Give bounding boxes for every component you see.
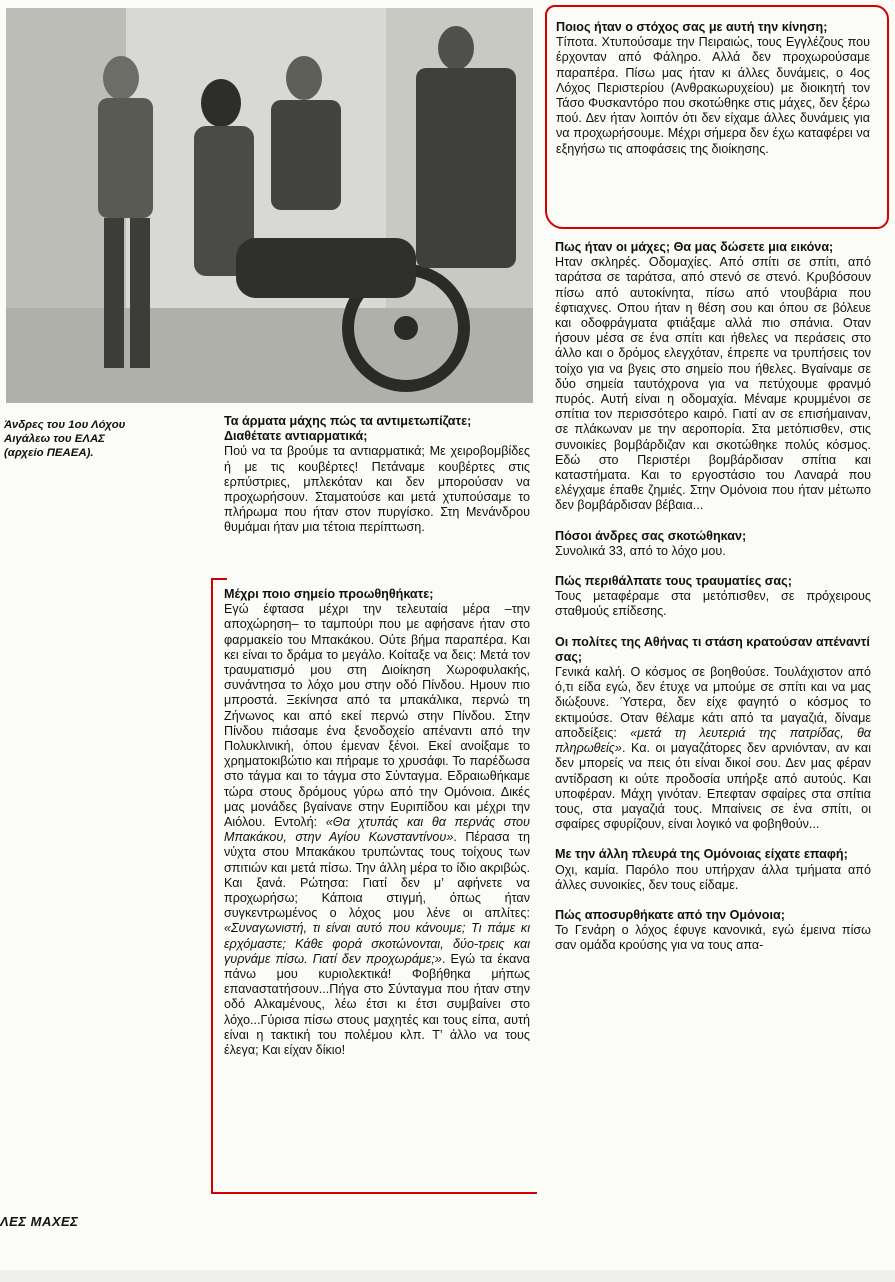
interview-question: Ποιος ήταν ο στόχος σας με αυτή την κίνηση;	[556, 20, 828, 34]
answer-quote: «Θα χτυπάς και θα περνάς στου Μπακάκου, στην Αγίου Κωνσταντίνου»	[224, 815, 530, 845]
interview-answer: Τους μεταφέραμε στα μετόπισθεν, σε πρόχειρους σταθμούς επίδεσης.	[555, 589, 871, 619]
interview-block	[555, 529, 871, 559]
interview-block	[555, 908, 871, 954]
interview-question: Πώς αποσυρθήκατε από την Ομόνοια;	[555, 907, 785, 922]
answer-quote: «Συναγωνιστή, τι είναι αυτό που κάνουμε; Τι πάμε κι ερχόμαστε; Κάθε φορά σκοτώνονται, δύο-τρεις και γυρνάμε πίσω. Γιατί δεν προχωράμε;»	[224, 921, 530, 966]
interview-block	[555, 574, 871, 620]
interview-answer: Το Γενάρη ο λόχος έφυγε κανονικά, εγώ έμεινα πίσω σαν ομάδα κρούσης για να τους απα-	[555, 923, 871, 953]
interview-question: Πώς περιθάλπατε τους τραυματίες σας;	[555, 574, 792, 589]
answer-quote: «μετά τη λευτεριά της πατρίδας, θα πληρωθείς»	[555, 725, 871, 756]
interview-question: Τα άρματα μάχης πώς τα αντιμετωπίζατε; Διαθέτατε αντιαρματικά;	[224, 414, 472, 444]
interview-block-highlighted	[224, 587, 530, 1058]
red-highlight-line	[211, 578, 213, 1194]
interview-question: Πως ήταν οι μάχες; Θα μας δώσετε μια εικόνα;	[555, 240, 834, 254]
interview-block	[224, 414, 530, 536]
interview-block-boxed	[556, 20, 870, 157]
interview-answer: Συνολικά 33, από το λόχο μου.	[555, 543, 726, 558]
page-edge	[0, 1270, 895, 1282]
answer-text: Εγώ έφτασα μέχρι την τελευταία μέρα –την αποχώρηση– το ταμπούρι που με αφήσανε ήταν στο φαρμακείο του Μπακάκου. Ούτε βήμα παραπέρα. Και κει είναι το δράμα το μεγάλο. Κοίταξε να δεις: Μετά τον τραυματισμό μου στη Διοίκηση Χωροφυλακής, συνάντησα το λόχο μου στην οδό Πίνδου. Ημουν πιο μπροστά. Ξεκίνησα από τα μπακάλικα, περνώ τη Ζήνωνος και από εκεί περνώ στην Πίνδου. Στην Πίνδου πιάσαμε ένα ξενοδοχείο απέναντι από την Πολυκλινική, όπου έμεναν ξένοι. Εκεί ανοίξαμε το χρηματοκιβώτιο και πήραμε το χρυσάφι. Το παρέδωσα στο τάγμα και το τάγμα στο Σύνταγμα. Εδραιωθήκαμε τώρα στους δρόμους γύρω από την Ομόνοια. Δικές μας μονάδες βγαίνανε στην Ευριπίδου και μέχρι την Αιόλου. Εντολή:	[224, 602, 530, 830]
red-highlight-line	[211, 578, 227, 580]
interview-answer	[224, 602, 530, 1058]
answer-text: . Πέρασα τη νύχτα στου Μπακάκου τρυπώντας τους τοίχους των σπιτιών και μετά πίσω. Την άλλη μέρα το ίδιο ακριβώς. Και ξανά. Ρώτησα: Γιατί δεν μ’ αφήνετε να προχωρήσω; Κάποια στιγμή, όπως ήταν συγκεντρωμένος ο λόχος μου λένε οι απλίτες:	[224, 830, 530, 921]
caption-line: Άνδρες του 1ου Λόχου	[4, 419, 126, 431]
running-head: ΛΕΣ ΜΑΧΕΣ	[0, 1214, 79, 1229]
interview-answer: Ηταν σκληρές. Οδομαχίες. Από σπίτι σε σπίτι, από ταράτσα σε ταράτσα, από στενό σε στενό. Κρυβόσουν πίσω από αυτοκίνητα, πίσω από ντουβάρια που έφτιαχνες. Οπου ήταν η θέση σου και όπου σε βόλευε και οδοφράγματα φτιάξαμε αλλά πιο σπάνια. Οταν ήσουν μέσα σε ένα σπίτι και ήθελες να περάσεις στο άλλο και ο δρόμος ελεγχόταν, έπρεπε να τρυπήσεις τον τοίχο για να βγεις στο σημείο που ήθελες. Βγαίναμε σε δύο σημεία ταυτόχρονα για να πετύχουμε φρανμό πυρός. Αυτή είναι η οδομαχία. Μέναμε κρυμμένοι σε σπίτια τον περισσότερο καιρό. Γιατί αν σε επισήμαιναν, σε πλάκωναν με την αεροπορία. Στα μετόπισθεν, στις συνοικίες βομβάρδιζαν και σκοτώθηκε πολύς κόσμος. Εδώ στο Περιστέρι βομβάρδισαν σπίτια και καταστήματα. Και το εργοστάσιο του Λαναρά που ελέγχαμε έπαθε ζημιές. Στην Ομόνοια που ήταν μέτωπο δεν βομβάρδισαν βέβαια...	[555, 255, 871, 513]
archival-photo	[6, 8, 533, 403]
caption-line: (αρχείο ΠΕΑΕΑ).	[4, 447, 94, 459]
interview-answer	[555, 665, 871, 832]
interview-question: Πόσοι άνδρες σας σκοτώθηκαν;	[555, 528, 747, 543]
interview-block	[555, 847, 871, 893]
answer-text: Γενικά καλή. Ο κόσμος σε βοηθούσε. Τουλάχιστον από ό,τι είδα εγώ, δεν έτυχε να μπούμε σε σπίτι και να μας διώξουνε. Ύστερα, δεν είχε φαγητό ο κόσμος το εκτιμούσε. Οταν θέλαμε κάτι από τα μαγαζιά, δίναμε αποδείξεις:	[555, 665, 871, 740]
interview-question: Μέχρι ποιο σημείο προωθηθήκατε;	[224, 587, 434, 601]
answer-text: . Εγώ τα έκανα πάνω μου κυριολεκτικά! Φοβήθηκα μήπως επαναστατήσουν...Πήγα στο Σύνταγμα που ήταν στην οδό Αλκαμένους, λέω έτσι κι έτσι συμβαίνει στο λόχο...Γύρισα πίσω στους μαχητές και τους είπα, αυτή είναι η τακτική του πολέμου κλπ. Τ’ άλλο να τους έλεγα; Και είχαν δίκιο!	[224, 951, 530, 1058]
interview-question: Με την άλλη πλευρά της Ομόνοιας είχατε επαφή;	[555, 847, 848, 862]
photo-figures	[6, 8, 533, 403]
interview-answer: Τίποτα. Χτυπούσαμε την Πειραιώς, τους Εγγλέζους που έρχονταν από Φάληρο. Αλλά δεν προχωρούσαμε παραπέρα. Πίσω μας ήταν κι άλλες δυνάμεις, ο 4ος Λόχος Περιστερίου (Ανθρακωρυχείου) με διοικητή τον Τάσο Φυσκαντόρο που σκοτώθηκε στις μάχες, δεν ξέρω πού. Δεν ήταν λοιπόν ότι δεν είχαμε άλλες δυνάμεις για να προχωρήσουμε. Μέχρι σήμερα δεν έχω καταφέρει να εξηγήσω τις αποφάσεις της διοίκησης.	[556, 35, 870, 156]
interview-block	[555, 635, 871, 833]
photo-caption	[4, 418, 199, 460]
interview-answer: Πού να τα βρούμε τα αντιαρματικά; Με χειροβομβίδες ή με τις κουβέρτες! Πετάναμε κουβέρτες στις ερπύστριες, μπλεκόταν και δεν μπορούσαν να προχωρήσουν. Σταματούσε και μετά χτυπούσαμε το πλήρωμα που ήταν στον πυργίσκο. Στη Μενάνδρου θυμάμαι ήταν μια τέτοια περίπτωση.	[224, 444, 530, 535]
interview-column-right	[555, 240, 871, 969]
interview-answer: Οχι, καμία. Παρόλο που υπήρχαν άλλα τμήματα από άλλες συνοικίες, δεν τους είδαμε.	[555, 862, 871, 892]
interview-block	[555, 240, 871, 514]
interview-question: Οι πολίτες της Αθήνας τι στάση κρατούσαν απέναντί σας;	[555, 634, 870, 664]
caption-line: Αιγάλεω του ΕΛΑΣ	[4, 433, 105, 445]
answer-text: . Κα. οι μαγαζάτορες δεν αρνιόνταν, αν και δεν μπορείς να πεις ότι είναι δικοί σου. Δεν μας φέραν αντίδραση κι ούτε προδοσία υπήρξε από αυτούς. Και υποφέραν. Μάχη γινόταν. Επεφταν σφαίρες στα σπίτια τους, στα μαγαζιά τους. Μπαίνεις σε ένα σπίτι, οι σφαίρες σφυρίζουν, είναι λογικό να φοβηθούν...	[555, 741, 871, 832]
red-highlight-line	[211, 1192, 537, 1194]
